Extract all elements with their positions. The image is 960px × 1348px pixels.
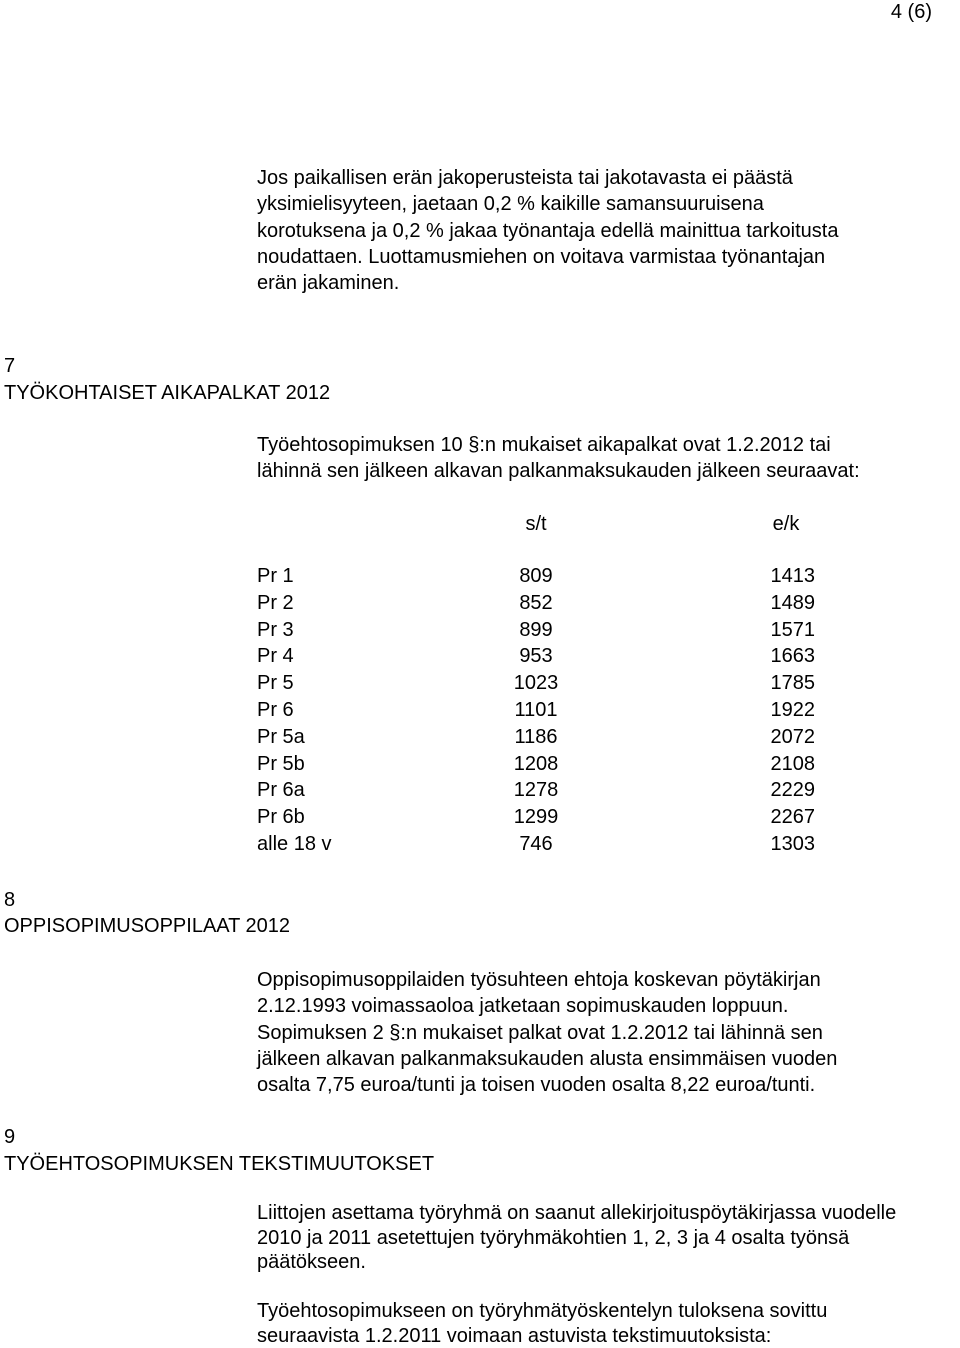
- row-ek-value: 1785: [770, 672, 815, 695]
- column-header-st: s/t: [525, 513, 547, 535]
- section-7-number: 7: [4, 355, 16, 377]
- table-row: [257, 831, 817, 858]
- row-ek-value: 2108: [770, 752, 815, 775]
- row-ek-value: 1571: [770, 618, 815, 641]
- intro-paragraph: Jos paikallisen erän jakoperusteista tai jakotavasta ei päästä yksimielisyyteen, jaetaan 0,2 % kaikille samansuuruisena korotuksena ja 0,2 % jakaa työnantaja edellä mainittua tarkoitusta noudattaen. Luottamusmiehen on voitava varmistaa työnantajan erän jakaminen.: [257, 167, 839, 295]
- table-row: [257, 804, 817, 831]
- row-label: Pr 5b: [257, 752, 305, 775]
- section-9-number: 9: [4, 1126, 16, 1148]
- row-st-value: 809: [519, 565, 553, 587]
- section-8-title: OPPISOPIMUSOPPILAAT 2012: [4, 915, 291, 937]
- row-label: alle 18 v: [257, 833, 332, 855]
- table-row: [257, 777, 817, 804]
- row-label: Pr 1: [257, 565, 294, 587]
- row-label: Pr 6a: [257, 779, 305, 802]
- row-ek-value: 1922: [770, 699, 815, 721]
- section-7-text: Työehtosopimuksen 10 §:n mukaiset aikapalkat ovat 1.2.2012 tai lähinnä sen jälkeen alkavan palkanmaksukauden jälkeen seuraavat:: [257, 434, 860, 483]
- row-ek-value: 1489: [770, 591, 815, 614]
- row-label: Pr 6: [257, 699, 294, 721]
- row-ek-value: 2267: [770, 806, 815, 829]
- row-st-value: 1299: [513, 806, 559, 829]
- section-8-text: Oppisopimusoppilaiden työsuhteen ehtoja koskevan pöytäkirjan 2.12.1993 voimassaoloa jatketaan sopimuskauden loppuun. Sopimuksen 2 §:n mukaiset palkat ovat 1.2.2012 tai lähinnä sen jälkeen alkavan palkanmaksukauden alusta ensimmäisen vuoden osalta 7,75 euroa/tunti ja toisen vuoden osalta 8,22 euroa/tunti.: [257, 969, 838, 1097]
- table-row: [257, 617, 817, 644]
- row-st-value: 746: [519, 833, 553, 855]
- table-row: [257, 643, 817, 670]
- table-row: [257, 670, 817, 697]
- section-7-title: TYÖKOHTAISET AIKAPALKAT 2012: [4, 382, 331, 404]
- table-row: [257, 563, 817, 590]
- row-label: Pr 5: [257, 672, 294, 695]
- row-label: Pr 5a: [257, 725, 305, 748]
- row-ek-value: 2229: [770, 779, 815, 802]
- row-st-value: 1023: [513, 672, 559, 695]
- section-9-title: TYÖEHTOSOPIMUKSEN TEKSTIMUUTOKSET: [4, 1153, 435, 1175]
- table-row: [257, 751, 817, 778]
- section-9-text-1: Liittojen asettama työryhmä on saanut allekirjoituspöytäkirjassa vuodelle 2010 ja 2011 asetettujen työryhmäkohtien 1, 2, 3 ja 4 osalta työnsä päätökseen.: [257, 1202, 897, 1273]
- row-st-value: 1278: [513, 779, 559, 802]
- row-ek-value: 1303: [770, 833, 815, 855]
- row-st-value: 899: [519, 618, 553, 641]
- row-st-value: 953: [519, 645, 553, 668]
- table-row: [257, 697, 817, 724]
- row-st-value: 1186: [514, 725, 558, 748]
- row-ek-value: 1663: [770, 645, 815, 668]
- row-st-value: 1101: [514, 699, 558, 721]
- page-number: 4 (6): [890, 1, 932, 23]
- row-label: Pr 3: [257, 618, 294, 641]
- row-st-value: 852: [519, 591, 553, 614]
- table-row: [257, 724, 817, 751]
- row-label: Pr 6b: [257, 806, 305, 829]
- row-ek-value: 2072: [770, 725, 815, 748]
- row-label: Pr 2: [257, 591, 294, 614]
- row-st-value: 1208: [513, 752, 559, 775]
- section-8-number: 8: [4, 889, 16, 911]
- column-header-ek: e/k: [772, 513, 800, 535]
- table-row: [257, 590, 817, 617]
- section-9-text-2: Työehtosopimukseen on työryhmätyöskentelyn tuloksena sovittu seuraavista 1.2.2011 voimaan astuvista tekstimuutoksista:: [257, 1300, 828, 1347]
- row-ek-value: 1413: [770, 565, 815, 587]
- row-label: Pr 4: [257, 645, 294, 668]
